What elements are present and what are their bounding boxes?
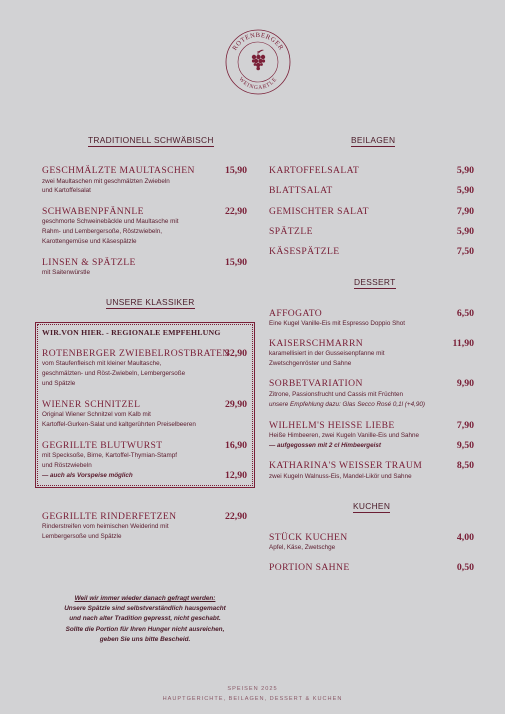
footer-subtitle: HAUPTGERICHTE, BEILAGEN, DESSERT & KUCHEN <box>162 696 343 702</box>
item-price: 5,90 <box>456 165 474 176</box>
section-klassiker-title: UNSERE KLASSIKER <box>106 297 195 307</box>
item-name: BLATTSALAT <box>269 185 333 196</box>
item-name: KAISERSCHMARRN <box>269 338 364 349</box>
logo-emblem <box>224 28 292 96</box>
section-traditionell-title: TRADITIONELL SCHWÄBISCH <box>88 135 214 145</box>
note-line: Weil wir immer wieder danach gefragt werden: <box>74 595 216 602</box>
item-description: Apfel, Käse, Zwetschge <box>269 544 336 551</box>
item-price: 6,50 <box>456 308 474 319</box>
item-extra-price: 9,50 <box>456 440 474 451</box>
section-beilagen-title: BEILAGEN <box>351 135 396 145</box>
item-description: Rahm- und Lembergersoße, Röstzwiebeln, <box>42 228 163 235</box>
item-price: 5,90 <box>456 226 474 237</box>
item-price: 22,90 <box>224 511 247 522</box>
note-line: geben Sie uns bitte Bescheid. <box>99 635 191 643</box>
item-price: 32,90 <box>224 348 247 359</box>
item-description: Zitrone, Passionsfrucht und Cassis mit Früchten <box>269 391 404 398</box>
item-price: 15,90 <box>224 165 247 176</box>
note-line: Sollte die Portion für Ihren Hunger nicht ausreichen, <box>65 625 225 633</box>
item-price: 22,90 <box>224 206 247 217</box>
item-name: WIENER SCHNITZEL <box>42 399 141 410</box>
item-name: GEGRILLTE BLUTWURST <box>42 440 163 451</box>
item-price: 5,90 <box>456 185 474 196</box>
item-description: Karottengemüse und Käsespätzle <box>42 238 137 245</box>
item-name: AFFOGATO <box>269 308 323 319</box>
item-description: zwei Kugeln Walnuss-Eis, Mandel-Likör und Sahne <box>269 473 412 480</box>
item-description: Zwetschgenröster und Sahne <box>269 360 352 367</box>
item-name: LINSEN & SPÄTZLE <box>42 257 136 268</box>
item-name: SCHWABENPFÄNNLE <box>42 206 144 217</box>
item-name: KATHARINA'S WEISSER TRAUM <box>269 460 423 471</box>
item-description: und Spätzle <box>42 380 76 387</box>
item-description: Rinderstreifen vom heimischen Weiderind mit <box>42 523 169 530</box>
grape-icon <box>252 50 265 71</box>
item-name: WILHELM'S HEISSE LIEBE <box>269 420 395 431</box>
item-price: 15,90 <box>224 257 247 268</box>
item-name: KÄSESPÄTZLE <box>269 246 340 257</box>
item-description: und Röstzwiebeln <box>42 462 92 469</box>
item-price: 7,90 <box>456 420 474 431</box>
item-name: GEMISCHTER SALAT <box>269 206 369 217</box>
item-name: PORTION SAHNE <box>269 562 350 573</box>
item-description: zwei Maultaschen mit geschmälzten Zwiebeln <box>42 178 170 185</box>
item-name: KARTOFFELSALAT <box>269 165 360 176</box>
note-line: Unsere Spätzle sind selbstverständlich hausgemacht <box>64 605 226 613</box>
item-description: Lembergersoße und Spätzle <box>42 533 122 540</box>
item-name: STÜCK KUCHEN <box>269 532 348 543</box>
svg-text:WEINGARTLE <box>237 76 278 91</box>
footer-title: SPEISEN 2025 <box>227 686 278 692</box>
note-line: und nach alter Tradition gepresst, nicht geschabt. <box>69 615 221 623</box>
logo <box>224 28 292 96</box>
item-name: GEGRILLTE RINDERFETZEN <box>42 511 177 522</box>
item-description: vom Staufenfleisch mit kleiner Maultasche, <box>42 360 162 367</box>
spaetzle-note <box>40 594 250 645</box>
item-description: Original Wiener Schnitzel vom Kalb mit <box>42 411 151 418</box>
item-name: SORBETVARIATION <box>269 378 363 389</box>
section-dessert-title: DESSERT <box>354 277 396 287</box>
item-price: 7,90 <box>456 206 474 217</box>
item-extra-option: — auch als Vorspeise möglich <box>42 472 133 479</box>
item-price: 11,90 <box>452 338 474 349</box>
item-price: 4,00 <box>456 532 474 543</box>
item-description: Kartoffel-Gurken-Salat und kaltgerührten Preiselbeeren <box>42 421 196 428</box>
item-extra-option: — aufgegossen mit 2 cl Himbeergeist <box>269 442 381 449</box>
item-description: mit Saitenwürstle <box>42 269 90 276</box>
item-description: Heiße Himbeeren, zwei Kugeln Vanille-Eis und Sahne <box>269 432 420 439</box>
item-name: SPÄTZLE <box>269 226 313 237</box>
item-description: und Kartoffelsalat <box>42 187 91 194</box>
logo-top-text: ROTENBERGER <box>231 31 285 52</box>
section-kuchen-title: KUCHEN <box>353 501 391 511</box>
item-price: 9,90 <box>456 378 474 389</box>
item-description: geschmälzten- und Röst-Zwiebeln, Lembergersoße <box>42 370 186 377</box>
recommendation-header: WIR.VON HIER. - REGIONALE EMPFEHLUNG <box>42 328 221 337</box>
item-recommendation: unsere Empfehlung dazu: Glas Secco Rosé 0,1l (+4,90) <box>269 401 425 408</box>
logo-bottom-text: WEINGARTLE <box>237 76 279 92</box>
item-price: 0,50 <box>456 562 474 573</box>
item-name: ROTENBERGER ZWIEBELROSTBRATEN <box>42 348 230 359</box>
item-price: 16,90 <box>224 440 247 451</box>
item-name: GESCHMÄLZTE MAULTASCHEN <box>42 165 195 176</box>
item-extra-price: 12,90 <box>224 470 247 481</box>
item-description: karamellisiert in der Gusseisenpfanne mit <box>269 350 385 357</box>
item-description: Eine Kugel Vanille-Eis mit Espresso Doppio Shot <box>269 320 406 327</box>
item-description: mit Specksoße, Birne, Kartoffel-Thymian-Stampf <box>42 452 177 459</box>
item-price: 29,90 <box>224 399 247 410</box>
item-price: 8,50 <box>456 460 474 471</box>
item-price: 7,50 <box>456 246 474 257</box>
item-description: geschmorte Schweinebäckle und Maultasche mit <box>42 218 179 225</box>
